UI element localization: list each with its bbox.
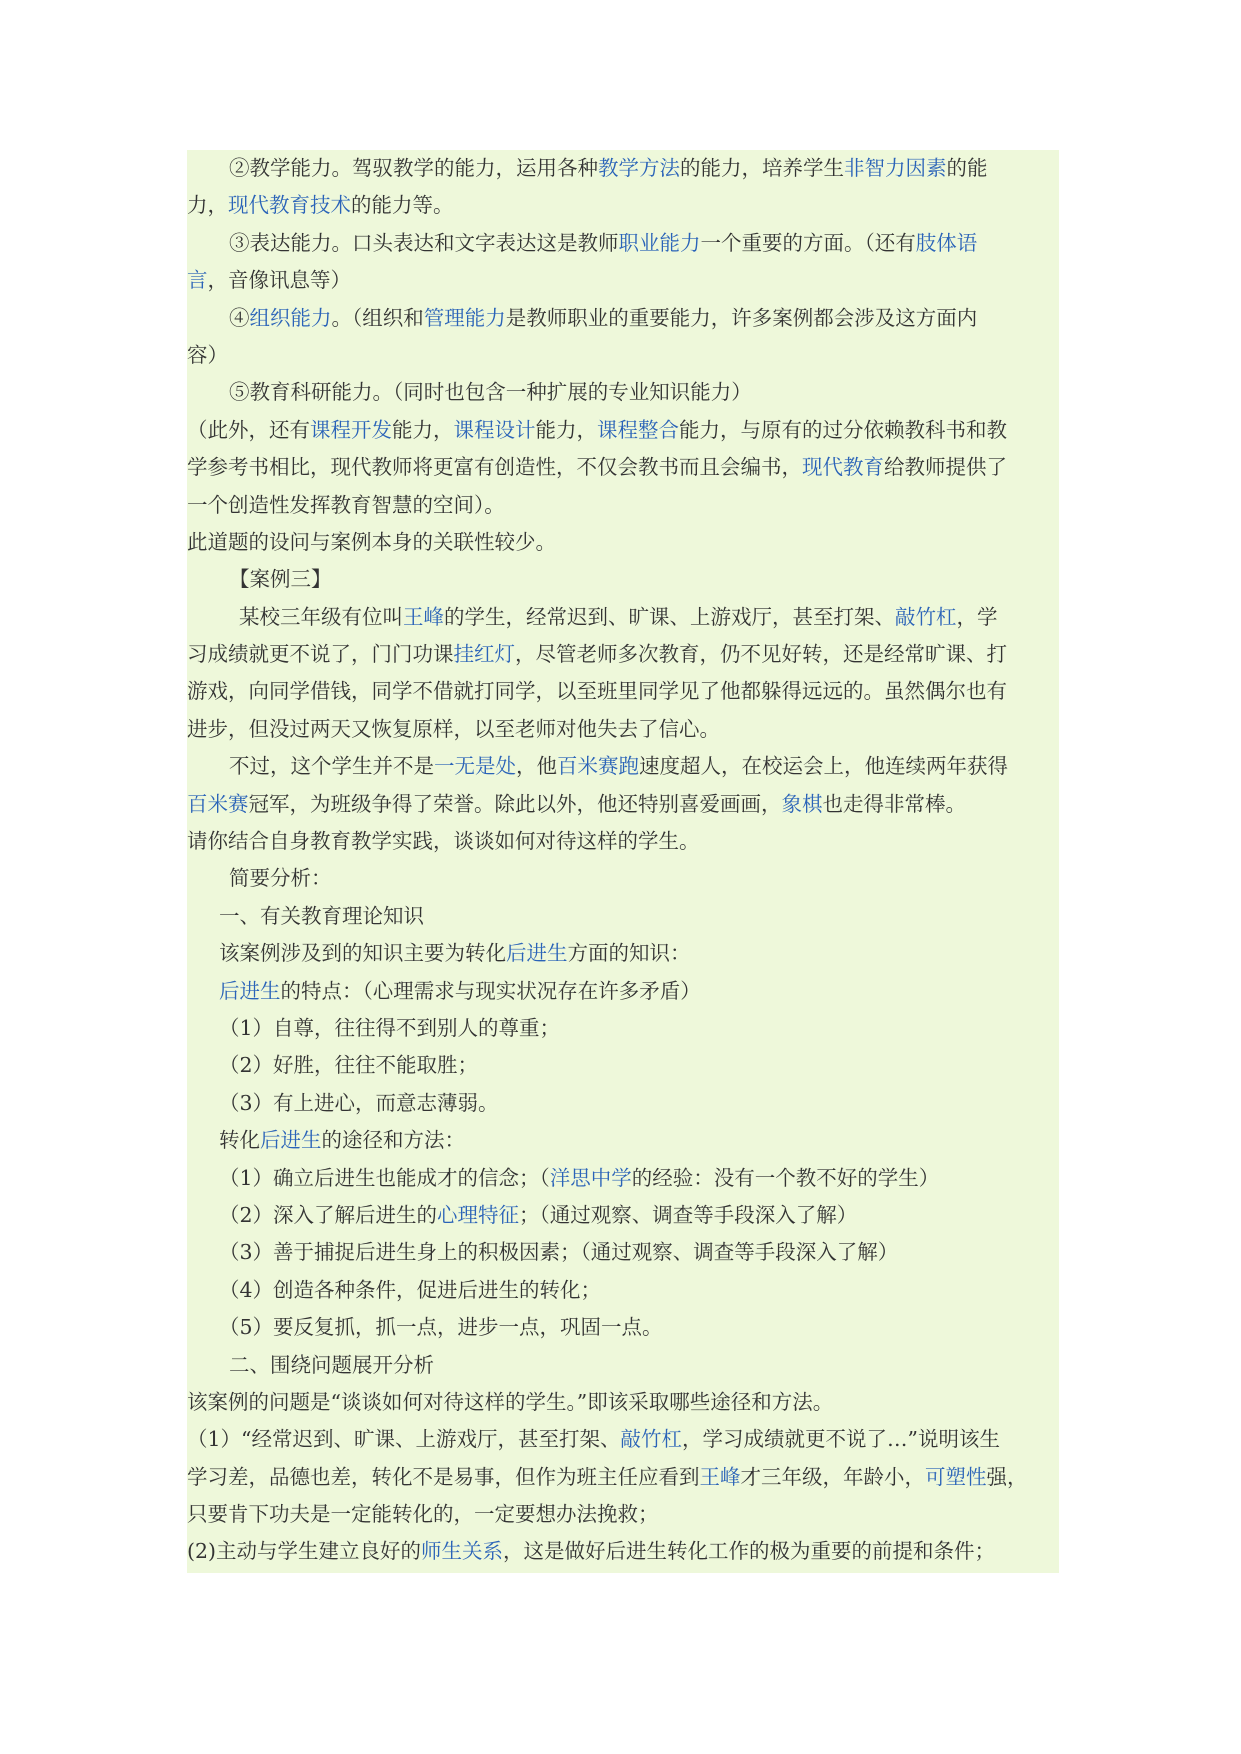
text-line [187,1459,1059,1496]
text-span: 只要肯下功夫是一定能转化的，一定要想办法挽救； [187,1502,659,1527]
keyword-link[interactable]: 可塑性 [925,1464,987,1489]
keyword-link[interactable]: 百米赛跑 [557,754,639,779]
text-line [187,1533,1059,1570]
text-span: 游戏，向同学借钱，同学不借就打同学，以至班里同学见了他都躲得远远的。虽然偶尔也有 [187,679,1007,704]
keyword-link[interactable]: 王峰 [699,1464,741,1489]
text-line [187,1197,1059,1234]
text-line [187,898,1059,935]
text-line [187,636,1059,673]
text-span: ；（通过观察、调查等手段深入了解） [519,1202,858,1227]
keyword-link[interactable]: 挂红灯 [453,642,515,667]
keyword-link[interactable]: 现代教育技术 [228,193,351,218]
text-span: （1）“经常迟到、旷课、上游戏厅，甚至打架、 [187,1427,621,1452]
text-span: 此道题的设问与案例本身的关联性较少。 [187,529,556,554]
text-line [187,524,1059,561]
text-span: ②教学能力。驾驭教学的能力，运用各种 [229,156,598,180]
text-span: （3）有上进心，而意志薄弱。 [219,1090,499,1115]
keyword-link[interactable]: 课程设计 [453,417,536,442]
text-line [187,1047,1059,1084]
keyword-link[interactable]: 师生关系 [421,1539,504,1564]
text-span: ，学习成绩就更不说了…”说明该生 [682,1427,1001,1452]
text-line [187,599,1059,636]
keyword-link[interactable]: 管理能力 [423,305,506,330]
text-span: 能力， [535,417,597,442]
text-line [187,1309,1059,1346]
text-span: 不过，这个学生并不是 [229,754,434,779]
text-line [187,1234,1059,1271]
text-line [187,337,1059,374]
text-span: 能力，与原有的过分依赖教科书和教 [679,417,1007,442]
keyword-link[interactable]: 敲竹杠 [620,1427,683,1452]
text-line [187,187,1059,224]
keyword-link[interactable]: 王峰 [403,604,444,629]
text-span: 一个重要的方面。（还有 [700,230,916,255]
keyword-link[interactable]: 教学方法 [598,156,680,180]
text-line [187,262,1059,299]
keyword-link[interactable]: 非智力因素 [844,156,947,180]
text-span: 容） [187,342,228,367]
text-span: （1）自尊，往往得不到别人的尊重； [219,1015,561,1040]
text-line [187,561,1059,598]
keyword-link[interactable]: 现代教育 [802,455,884,480]
text-line [187,786,1059,823]
text-line [187,150,1059,187]
text-span: 学习差，品德也差，转化不是易事，但作为班主任应看到 [187,1464,700,1489]
keyword-link[interactable]: 象棋 [781,791,823,816]
text-span: 强， [986,1464,1028,1489]
text-span: ，这是做好后进生转化工作的极为重要的前提和条件； [503,1539,996,1564]
text-span: ，尽管老师多次教育，仍不见好转，还是经常旷课、打 [515,642,1007,667]
text-line [187,1421,1059,1458]
text-span: 的学生，经常迟到、旷课、上游戏厅，甚至打架、 [444,604,895,629]
text-span: ⑤教育科研能力。（同时也包含一种扩展的专业知识能力） [229,380,752,405]
text-line [187,449,1059,486]
text-span: 该案例涉及到的知识主要为转化 [219,941,506,966]
text-span: 也走得非常棒。 [822,791,966,816]
keyword-link[interactable]: 课程开发 [310,417,392,442]
text-span: （2）深入了解后进生的 [219,1202,438,1227]
text-span: 力， [187,193,228,218]
text-line [187,1160,1059,1197]
text-span: 方面的知识： [567,941,691,966]
text-span: （1）确立后进生也能成才的信念；（ [219,1165,550,1190]
text-span: 转化 [219,1128,260,1153]
text-span: ，学 [956,604,998,629]
keyword-link[interactable]: 敲竹杠 [895,604,957,629]
text-span: 冠军，为班级争得了荣誉。除此以外，他还特别喜爱画画， [248,791,782,816]
keyword-link[interactable]: 课程整合 [597,417,679,442]
text-line [187,1010,1059,1047]
text-line [187,1384,1059,1421]
text-span: 一个创造性发挥教育智慧的空间）。 [187,492,505,517]
text-span: 才三年级，年龄小， [740,1464,925,1489]
text-line [187,973,1059,1010]
text-span: 的特点：（心理需求与现实状况存在许多矛盾） [280,978,701,1003]
keyword-link[interactable]: 肢体语 [915,230,978,255]
text-line [187,823,1059,860]
text-span: ④ [229,305,250,330]
text-span: （2）好胜，往往不能取胜； [219,1053,479,1078]
text-span: (2)主动与学生建立良好的 [187,1539,422,1564]
document-body [187,150,1059,1573]
text-span: 给教师提供了 [884,455,1007,480]
text-span: 【案例三】 [229,567,332,592]
text-span: （4）创造各种条件，促进后进生的转化； [219,1277,602,1302]
text-span: 请你结合自身教育教学实践，谈谈如何对待这样的学生。 [187,829,700,854]
text-line [187,711,1059,748]
text-span: 简要分析： [229,866,332,891]
text-span: ，音像讯息等） [207,268,351,293]
text-line [187,860,1059,897]
text-span: 的能力等。 [351,193,454,218]
text-span: 的途径和方法： [321,1128,465,1153]
text-span: 学参考书相比，现代教师将更富有创造性，不仅会教书而且会编书， [187,455,802,480]
keyword-link[interactable]: 一无是处 [434,754,516,779]
text-span: 是教师职业的重要能力，许多案例都会涉及这方面内 [505,305,978,330]
text-span: （此外，还有 [187,417,310,442]
text-span: （3）善于捕捉后进生身上的积极因素；（通过观察、调查等手段深入了解） [219,1240,899,1265]
text-line [187,1085,1059,1122]
text-span: ，他 [516,754,557,779]
text-line [187,673,1059,710]
text-span: 速度超人，在校运会上，他连续两年获得 [639,754,1008,779]
keyword-link[interactable]: 百米赛 [187,791,249,816]
text-span: （5）要反复抓，抓一点，进步一点，巩固一点。 [219,1315,663,1340]
text-span: 一、有关教育理论知识 [219,903,424,928]
text-line [187,374,1059,411]
text-span: 习成绩就更不说了，门门功课 [187,642,454,667]
keyword-link[interactable]: 职业能力 [618,230,701,255]
text-span: 的经验：没有一个教不好的学生） [631,1165,940,1190]
text-line [187,1496,1059,1533]
keyword-link[interactable]: 后进生 [260,1128,322,1153]
keyword-link[interactable]: 言 [187,268,208,293]
text-span: 某校三年级有位叫 [239,604,403,629]
text-line [187,935,1059,972]
text-line [187,748,1059,785]
text-span: 。（组织和 [331,305,424,330]
keyword-link[interactable]: 后进生 [219,978,281,1003]
text-line [187,1347,1059,1384]
keyword-link[interactable]: 组织能力 [249,305,332,330]
text-line [187,1272,1059,1309]
text-span: 的能 [946,156,988,180]
keyword-link[interactable]: 洋思中学 [549,1165,632,1190]
text-line [187,487,1059,524]
text-span: 能力， [392,417,454,442]
keyword-link[interactable]: 心理特征 [437,1202,520,1227]
keyword-link[interactable]: 后进生 [506,941,568,966]
text-span: 该案例的问题是“谈谈如何对待这样的学生。”即该采取哪些途径和方法。 [187,1389,834,1414]
text-line [187,225,1059,262]
text-span: 的能力，培养学生 [680,156,844,180]
text-span: 进步，但没过两天又恢复原样，以至老师对他失去了信心。 [187,716,720,741]
text-span: ③表达能力。口头表达和文字表达这是教师 [229,230,619,255]
text-line [187,412,1059,449]
text-line [187,300,1059,337]
text-line [187,1122,1059,1159]
text-span: 二、围绕问题展开分析 [229,1352,434,1377]
